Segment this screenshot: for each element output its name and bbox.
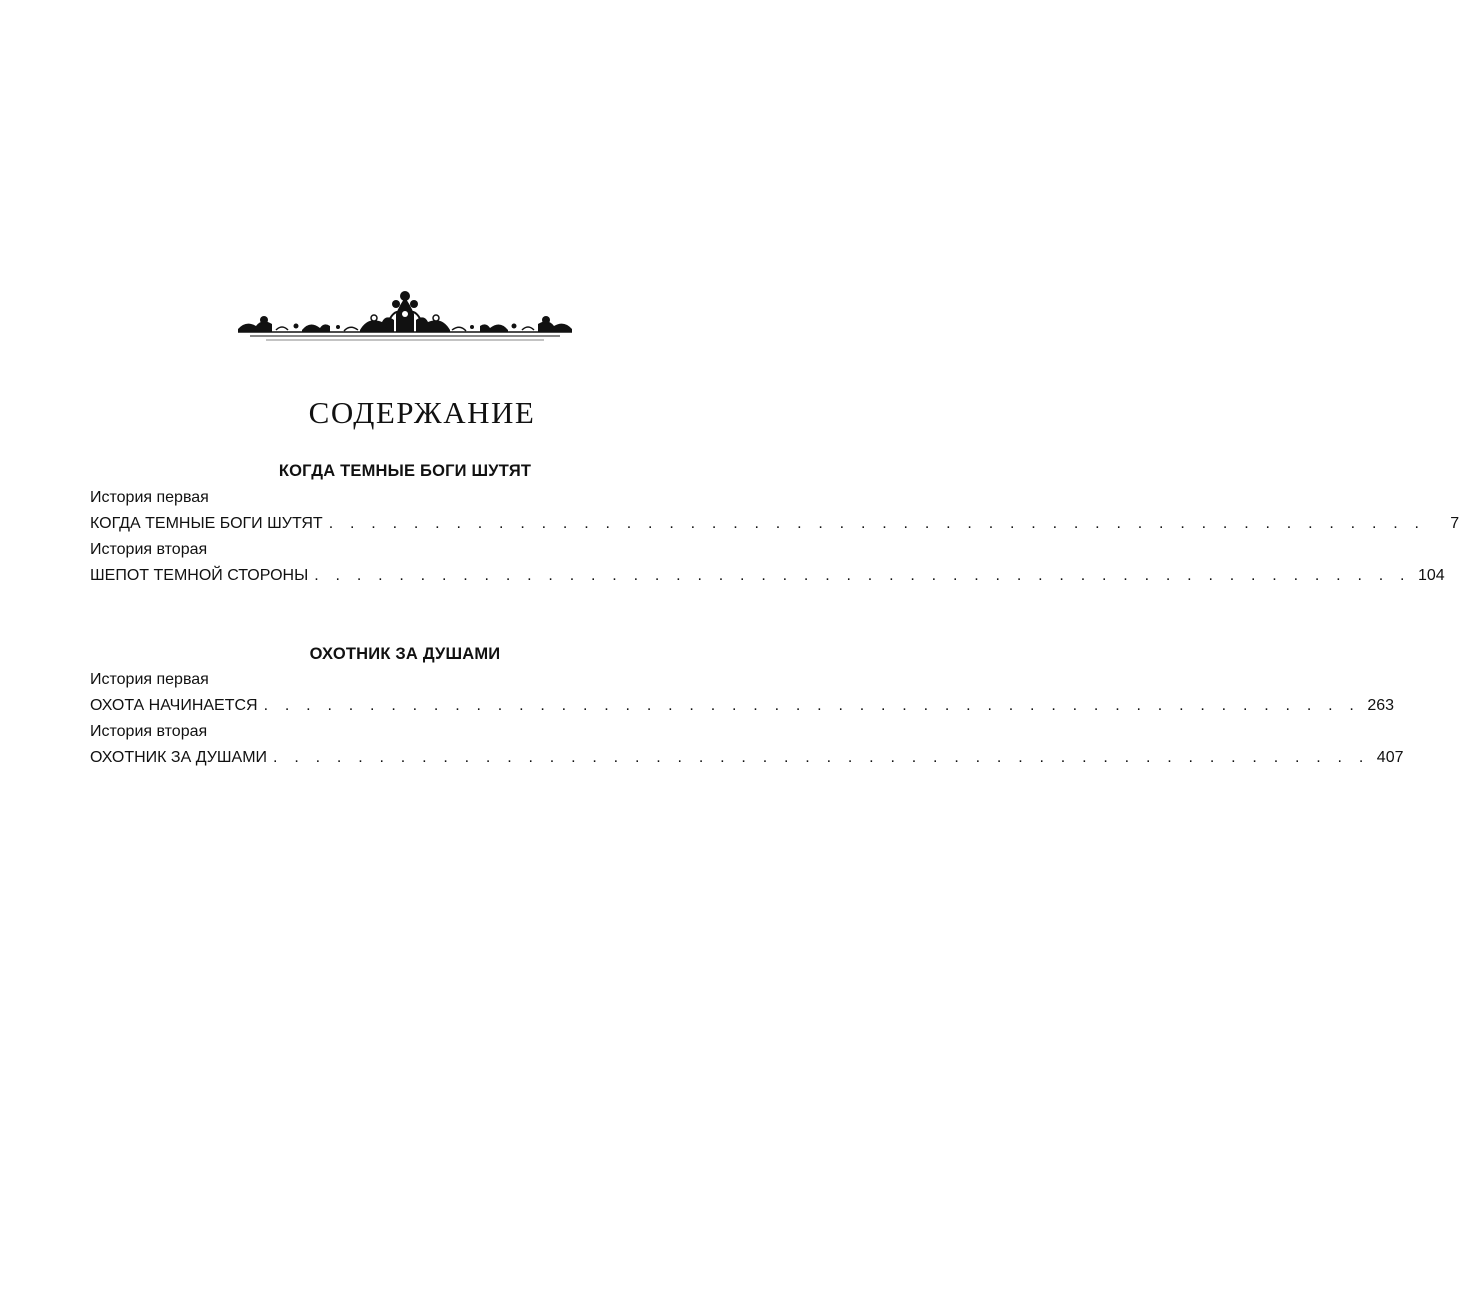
toc-page-number: 7 (1450, 515, 1459, 532)
dot-leader: . . . . . . . . . . . . . . . . . . . . . . . . . . . . . . . . . . . . . . . . . . . . . . . . . . . . (273, 749, 1370, 766)
story-label: История вторая (90, 541, 208, 558)
toc-entry-title: КОГДА ТЕМНЫЕ БОГИ ШУТЯТ (90, 515, 323, 532)
section-title: КОГДА ТЕМНЫЕ БОГИ ШУТЯТ (278, 462, 532, 480)
toc-entry[interactable] (90, 694, 1395, 718)
toc-entry-title: ОХОТНИК ЗА ДУШАМИ (90, 749, 268, 766)
dot-leader: . . . . . . . . . . . . . . . . . . . . . . . . . . . . . . . . . . . . . . . . . . . . . . . . . . . . (328, 515, 1426, 532)
dot-leader: . . . . . . . . . . . . . . . . . . . . . . . . . . . . . . . . . . . . . . . . . . . . . . . . . . . . (314, 567, 1411, 584)
toc-entry[interactable] (90, 746, 1404, 770)
story-label: История первая (90, 489, 209, 506)
toc-entry-title: ШЕПОТ ТЕМНОЙ СТОРОНЫ (90, 567, 309, 584)
toc-entry[interactable] (90, 564, 1445, 588)
story-label: История вторая (90, 723, 208, 740)
section-title: ОХОТНИК ЗА ДУШАМИ (309, 645, 501, 663)
story-label: История первая (90, 671, 209, 688)
toc-page-number: 104 (1418, 567, 1445, 584)
floral-ornament-icon (236, 290, 574, 344)
toc-page-number: 263 (1367, 697, 1395, 714)
toc-page-number: 407 (1376, 749, 1404, 766)
dot-leader: . . . . . . . . . . . . . . . . . . . . . . . . . . . . . . . . . . . . . . . . . . . . . . . . . . . . (263, 697, 1361, 714)
toc-entry[interactable] (90, 512, 1459, 536)
page-title: СОДЕРЖАНИЕ (308, 395, 536, 430)
toc-entry-title: ОХОТА НАЧИНАЕТСЯ (90, 697, 258, 714)
